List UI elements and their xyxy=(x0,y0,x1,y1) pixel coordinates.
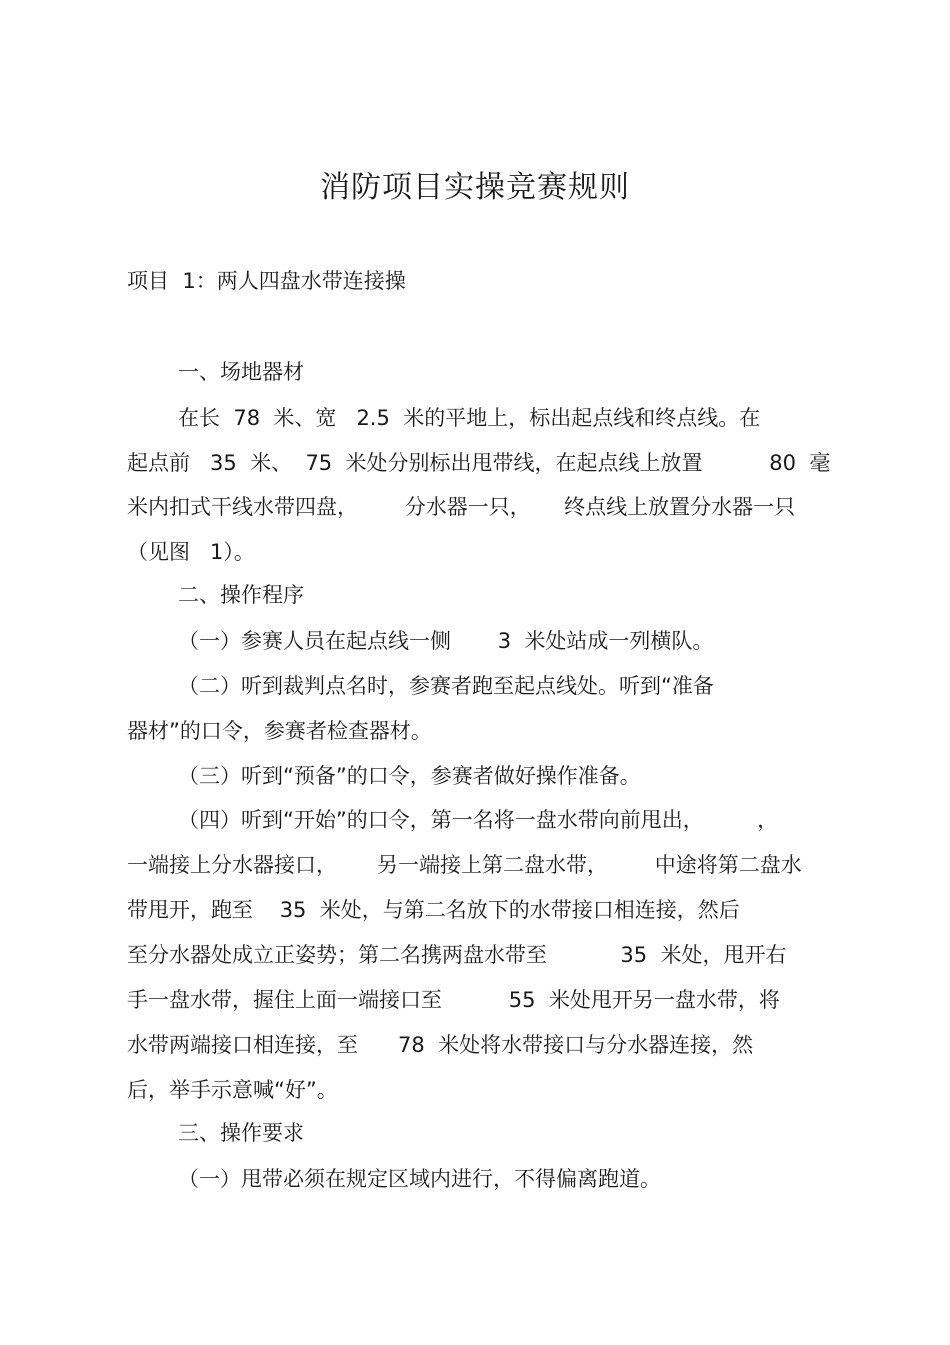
paragraph-line: （一）参赛人员在起点线一侧 3 米处站成一列横队。 xyxy=(178,629,714,653)
paragraph-line: 手一盘水带，握住上面一端接口至 55 米处甩开另一盘水带，将 xyxy=(127,988,780,1012)
paragraph-line: 水带两端接口相连接，至 78 米处将水带接口与分水器连接，然 xyxy=(127,1033,754,1057)
document-title: 消防项目实操竞赛规则 xyxy=(320,170,630,205)
paragraph-line: 起点前 35 米、 75 米处分别标出甩带线，在起点线上放置 80 毫 xyxy=(127,451,831,475)
project-heading: 项目 1：两人四盘水带连接操 xyxy=(127,269,406,293)
paragraph-line: 器材”的口令，参赛者检查器材。 xyxy=(127,719,432,743)
paragraph-line: （三）听到“预备”的口令，参赛者做好操作准备。 xyxy=(178,764,641,788)
paragraph-line: 带甩开，跑至 35 米处，与第二名放下的水带接口相连接，然后 xyxy=(127,898,740,922)
paragraph-line: （四）听到“开始”的口令，第一名将一盘水带向前甩出， ， xyxy=(178,808,779,832)
section-heading-3: 三、操作要求 xyxy=(178,1121,304,1145)
paragraph-line: （一）甩带必须在规定区域内进行，不得偏离跑道。 xyxy=(178,1167,661,1191)
paragraph-line: 至分水器处成立正姿势；第二名携两盘水带至 35 米处，甩开右 xyxy=(127,943,787,967)
paragraph-line: 在长 78 米、宽 2.5 米的平地上，标出起点线和终点线。在 xyxy=(178,406,761,430)
paragraph-line: 后，举手示意喊“好”。 xyxy=(127,1078,338,1102)
paragraph-line: 一端接上分水器接口， 另一端接上第二盘水带， 中途将第二盘水 xyxy=(127,853,802,877)
paragraph-line: （二）听到裁判点名时，参赛者跑至起点线处。听到“准备 xyxy=(178,674,714,698)
paragraph-line: 米内扣式干线水带四盘， 分水器一只， 终点线上放置分水器一只 xyxy=(127,495,796,519)
section-heading-2: 二、操作程序 xyxy=(178,583,304,607)
paragraph-line: （见图 1）。 xyxy=(127,540,255,564)
section-heading-1: 一、场地器材 xyxy=(178,360,304,384)
